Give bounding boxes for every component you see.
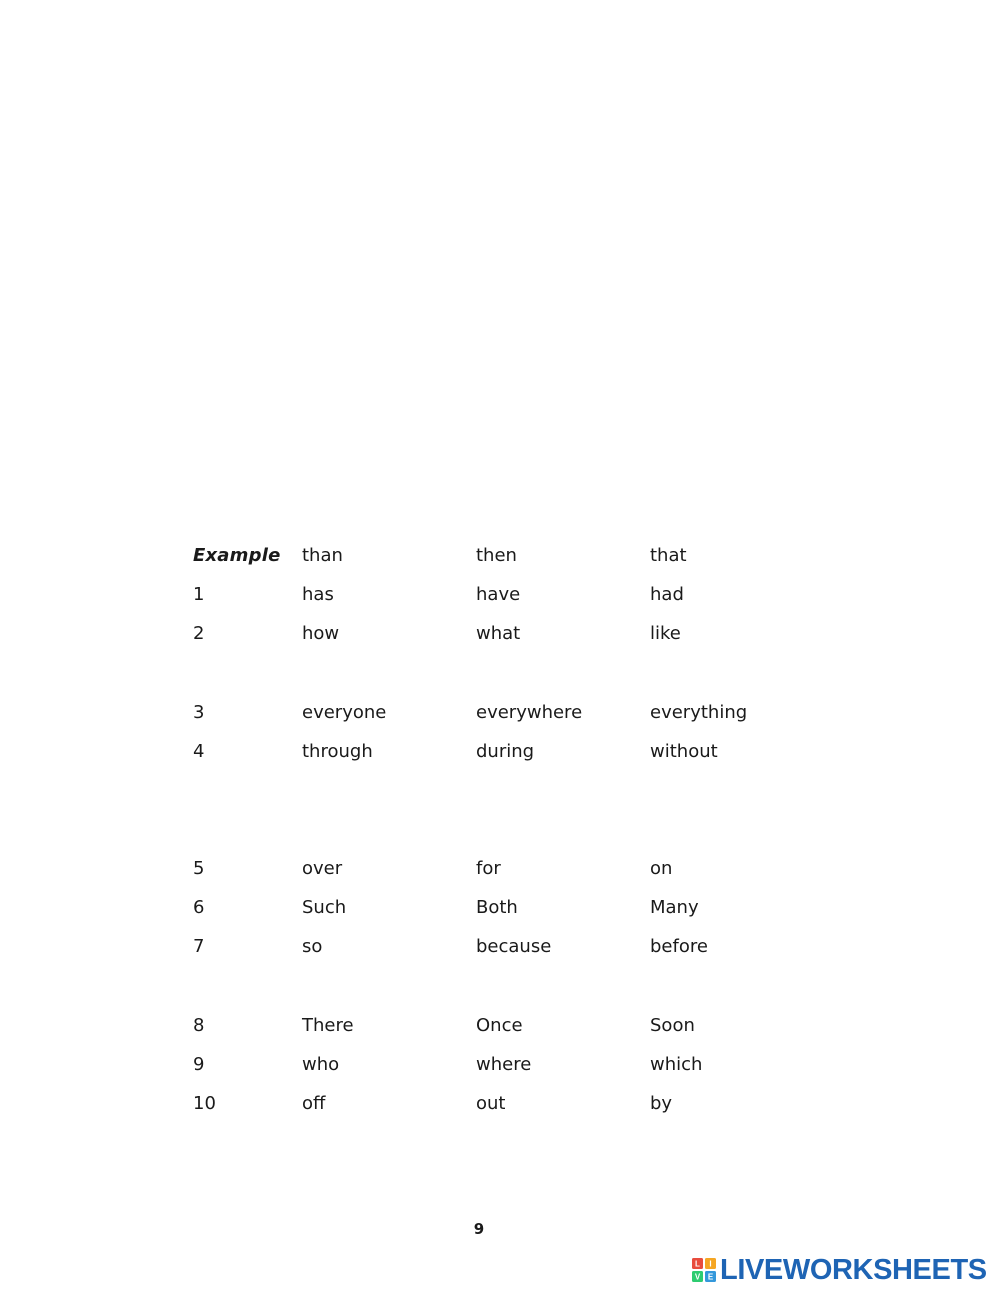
option-c[interactable]: that (650, 545, 687, 566)
option-a[interactable]: Such (302, 897, 347, 918)
row-label: Example (193, 545, 281, 566)
row-label: 6 (193, 897, 205, 918)
liveworksheets-brand[interactable] (692, 1252, 987, 1288)
option-b[interactable]: during (476, 741, 535, 762)
svg-text:E: E (707, 1272, 714, 1282)
question-row-7 (0, 932, 1000, 962)
option-a[interactable]: how (302, 623, 340, 644)
option-c[interactable]: had (650, 584, 684, 605)
option-b[interactable]: Once (476, 1015, 523, 1036)
svg-text:I: I (709, 1259, 712, 1269)
option-a[interactable]: off (302, 1093, 326, 1114)
question-row-10 (0, 1089, 1000, 1119)
option-b[interactable]: then (476, 545, 517, 566)
option-a[interactable]: who (302, 1054, 340, 1075)
option-a[interactable]: everyone (302, 702, 387, 723)
question-row-5 (0, 854, 1000, 884)
question-row-2 (0, 619, 1000, 649)
brand-wordmark: LIVEWORKSHEETS (720, 1254, 987, 1286)
page-number: 9 (473, 1220, 485, 1238)
option-c[interactable]: before (650, 936, 708, 957)
option-a[interactable]: has (302, 584, 334, 605)
option-c[interactable]: Many (650, 897, 699, 918)
question-row-6 (0, 893, 1000, 923)
question-row-8 (0, 1011, 1000, 1041)
question-row-9 (0, 1050, 1000, 1080)
row-label: 7 (193, 936, 205, 957)
option-a[interactable]: so (302, 936, 323, 957)
option-b[interactable]: everywhere (476, 702, 583, 723)
option-c[interactable]: without (650, 741, 718, 762)
row-label: 8 (193, 1015, 205, 1036)
option-a[interactable]: than (302, 545, 343, 566)
row-label: 10 (193, 1093, 216, 1114)
option-a[interactable]: There (302, 1015, 354, 1036)
option-b[interactable]: because (476, 936, 552, 957)
question-row-1 (0, 580, 1000, 610)
row-label: 1 (193, 584, 205, 605)
row-label: 4 (193, 741, 205, 762)
option-c[interactable]: on (650, 858, 673, 879)
option-c[interactable]: Soon (650, 1015, 695, 1036)
option-a[interactable]: over (302, 858, 343, 879)
option-b[interactable]: Both (476, 897, 518, 918)
svg-text:L: L (695, 1259, 700, 1269)
row-label: 3 (193, 702, 205, 723)
option-b[interactable]: for (476, 858, 501, 879)
liveworksheets-logo-icon (692, 1258, 716, 1282)
option-b[interactable]: have (476, 584, 521, 605)
row-label: 5 (193, 858, 205, 879)
row-label: 2 (193, 623, 205, 644)
question-row-3 (0, 698, 1000, 728)
option-c[interactable]: everything (650, 702, 748, 723)
option-b[interactable]: where (476, 1054, 532, 1075)
option-c[interactable]: like (650, 623, 681, 644)
row-label: 9 (193, 1054, 205, 1075)
option-b[interactable]: out (476, 1093, 506, 1114)
svg-text:V: V (694, 1272, 701, 1282)
option-c[interactable]: which (650, 1054, 703, 1075)
option-c[interactable]: by (650, 1093, 673, 1114)
example-row (0, 541, 1000, 571)
question-row-4 (0, 737, 1000, 767)
option-a[interactable]: through (302, 741, 373, 762)
option-b[interactable]: what (476, 623, 521, 644)
